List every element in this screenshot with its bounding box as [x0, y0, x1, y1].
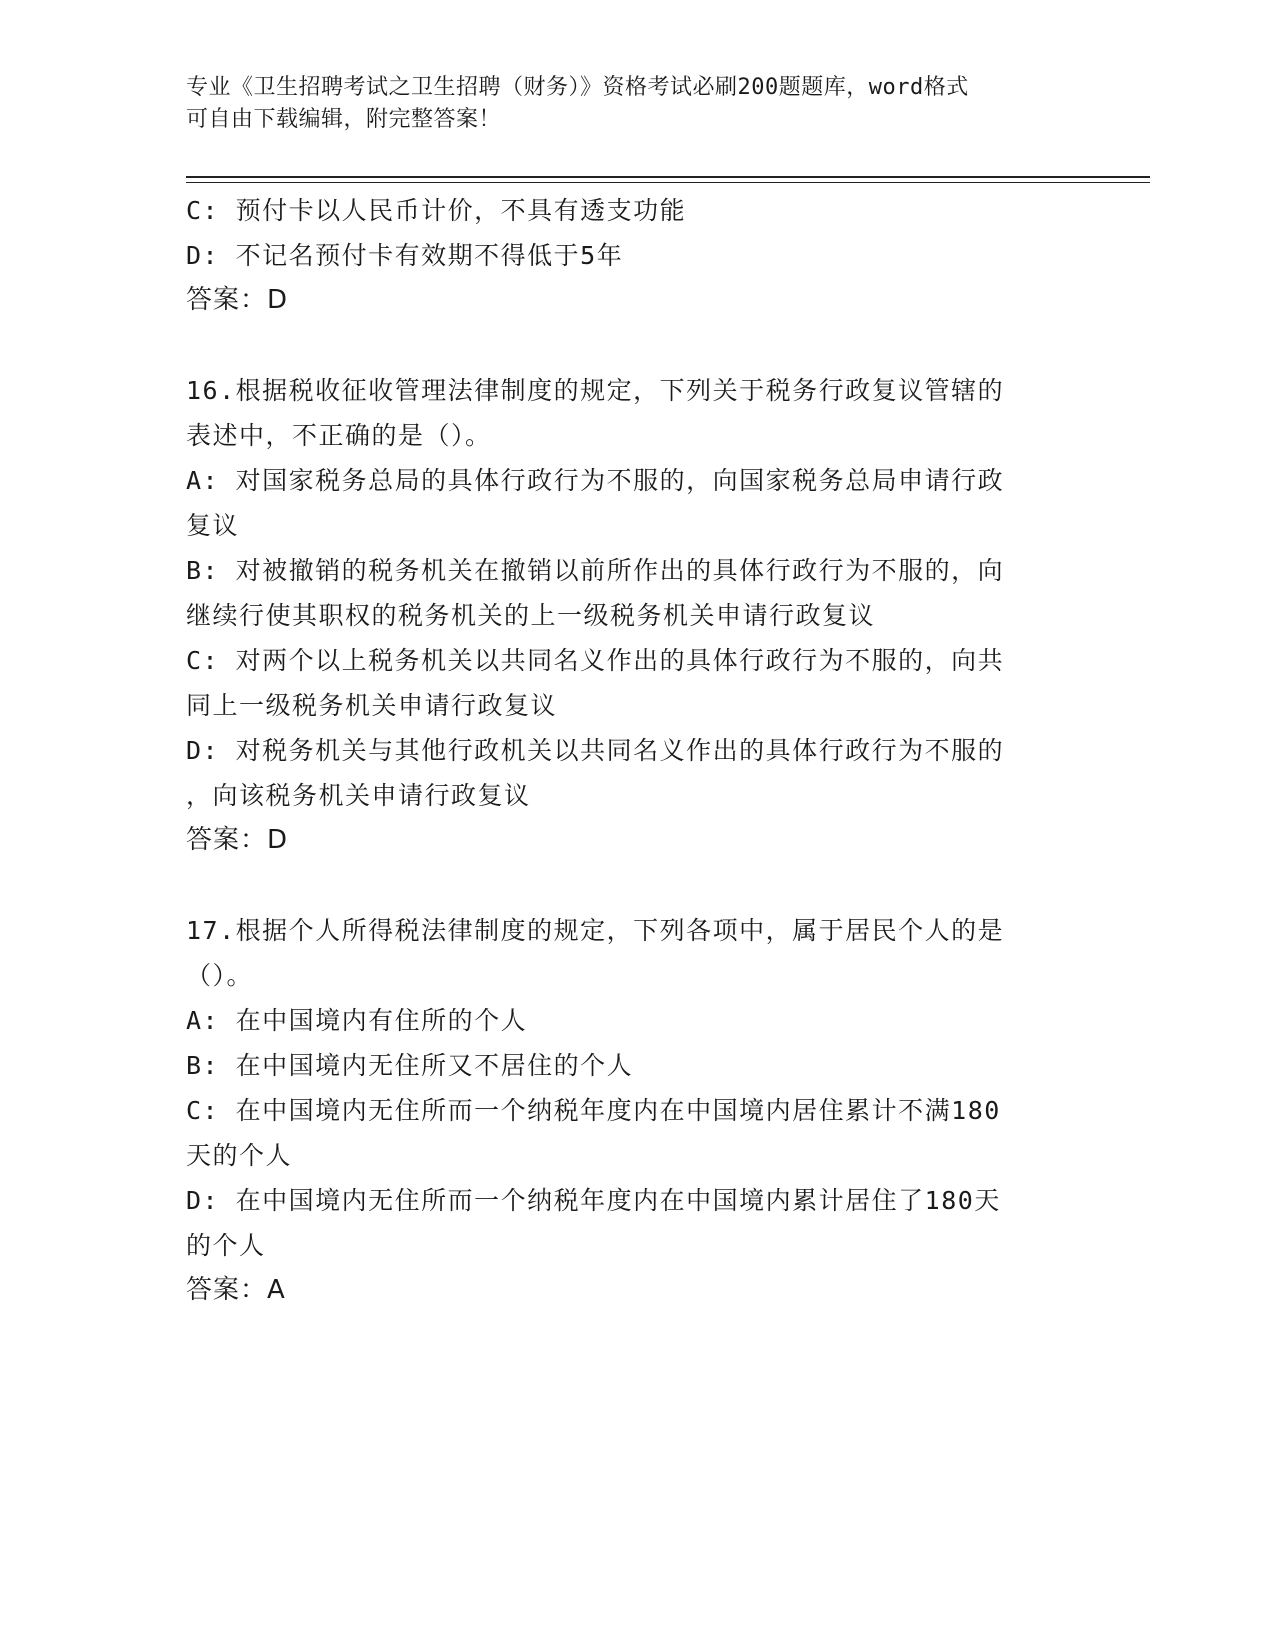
option-d: ，向该税务机关申请行政复议 [186, 781, 531, 810]
option-d: D: 不记名预付卡有效期不得低于5年 [186, 241, 624, 270]
question-17 [186, 908, 1076, 1313]
question-stem: 表述中，不正确的是（）。 [186, 421, 492, 450]
answer-line: 答案：D [186, 285, 289, 315]
question-stem: 16.根据税收征收管理法律制度的规定，下列关于税务行政复议管辖的 [186, 376, 1005, 405]
option-c: C: 在中国境内无住所而一个纳税年度内在中国境内居住累计不满180 [186, 1096, 1001, 1125]
option-a: A: 对国家税务总局的具体行政行为不服的，向国家税务总局申请行政 [186, 466, 1005, 495]
option-d: D: 在中国境内无住所而一个纳税年度内在中国境内累计居住了180天 [186, 1186, 1001, 1215]
question-stem: 17.根据个人所得税法律制度的规定，下列各项中，属于居民个人的是 [186, 916, 1005, 945]
answer-line: 答案：A [186, 1275, 286, 1305]
option-c: 天的个人 [186, 1141, 293, 1170]
answer-line: 答案：D [186, 825, 289, 855]
option-c: C: 预付卡以人民币计价，不具有透支功能 [186, 196, 687, 225]
option-c: C: 对两个以上税务机关以共同名义作出的具体行政行为不服的，向共 [186, 646, 1005, 675]
header-line-2: 可自由下载编辑，附完整答案！ [186, 107, 502, 132]
option-d: 的个人 [186, 1231, 266, 1260]
question-16 [186, 368, 1076, 863]
option-b: B: 对被撤销的税务机关在撤销以前所作出的具体行政行为不服的，向 [186, 556, 1005, 585]
spacer [186, 863, 1076, 908]
partial-question [186, 188, 1076, 323]
header-line-1: 专业《卫生招聘考试之卫生招聘（财务）》资格考试必刷200题题库，word格式 [186, 75, 969, 100]
spacer [186, 323, 1076, 368]
option-b: B: 在中国境内无住所又不居住的个人 [186, 1051, 634, 1080]
document-body [186, 188, 1076, 1313]
option-b: 继续行使其职权的税务机关的上一级税务机关申请行政复议 [186, 601, 876, 630]
document-header [186, 72, 1066, 136]
option-d: D: 对税务机关与其他行政机关以共同名义作出的具体行政行为不服的 [186, 736, 1005, 765]
option-c: 同上一级税务机关申请行政复议 [186, 691, 558, 720]
header-divider-thin [186, 182, 1150, 183]
option-a: 复议 [186, 511, 240, 540]
header-divider [186, 176, 1150, 178]
question-stem: （）。 [186, 961, 254, 990]
option-a: A: 在中国境内有住所的个人 [186, 1006, 528, 1035]
